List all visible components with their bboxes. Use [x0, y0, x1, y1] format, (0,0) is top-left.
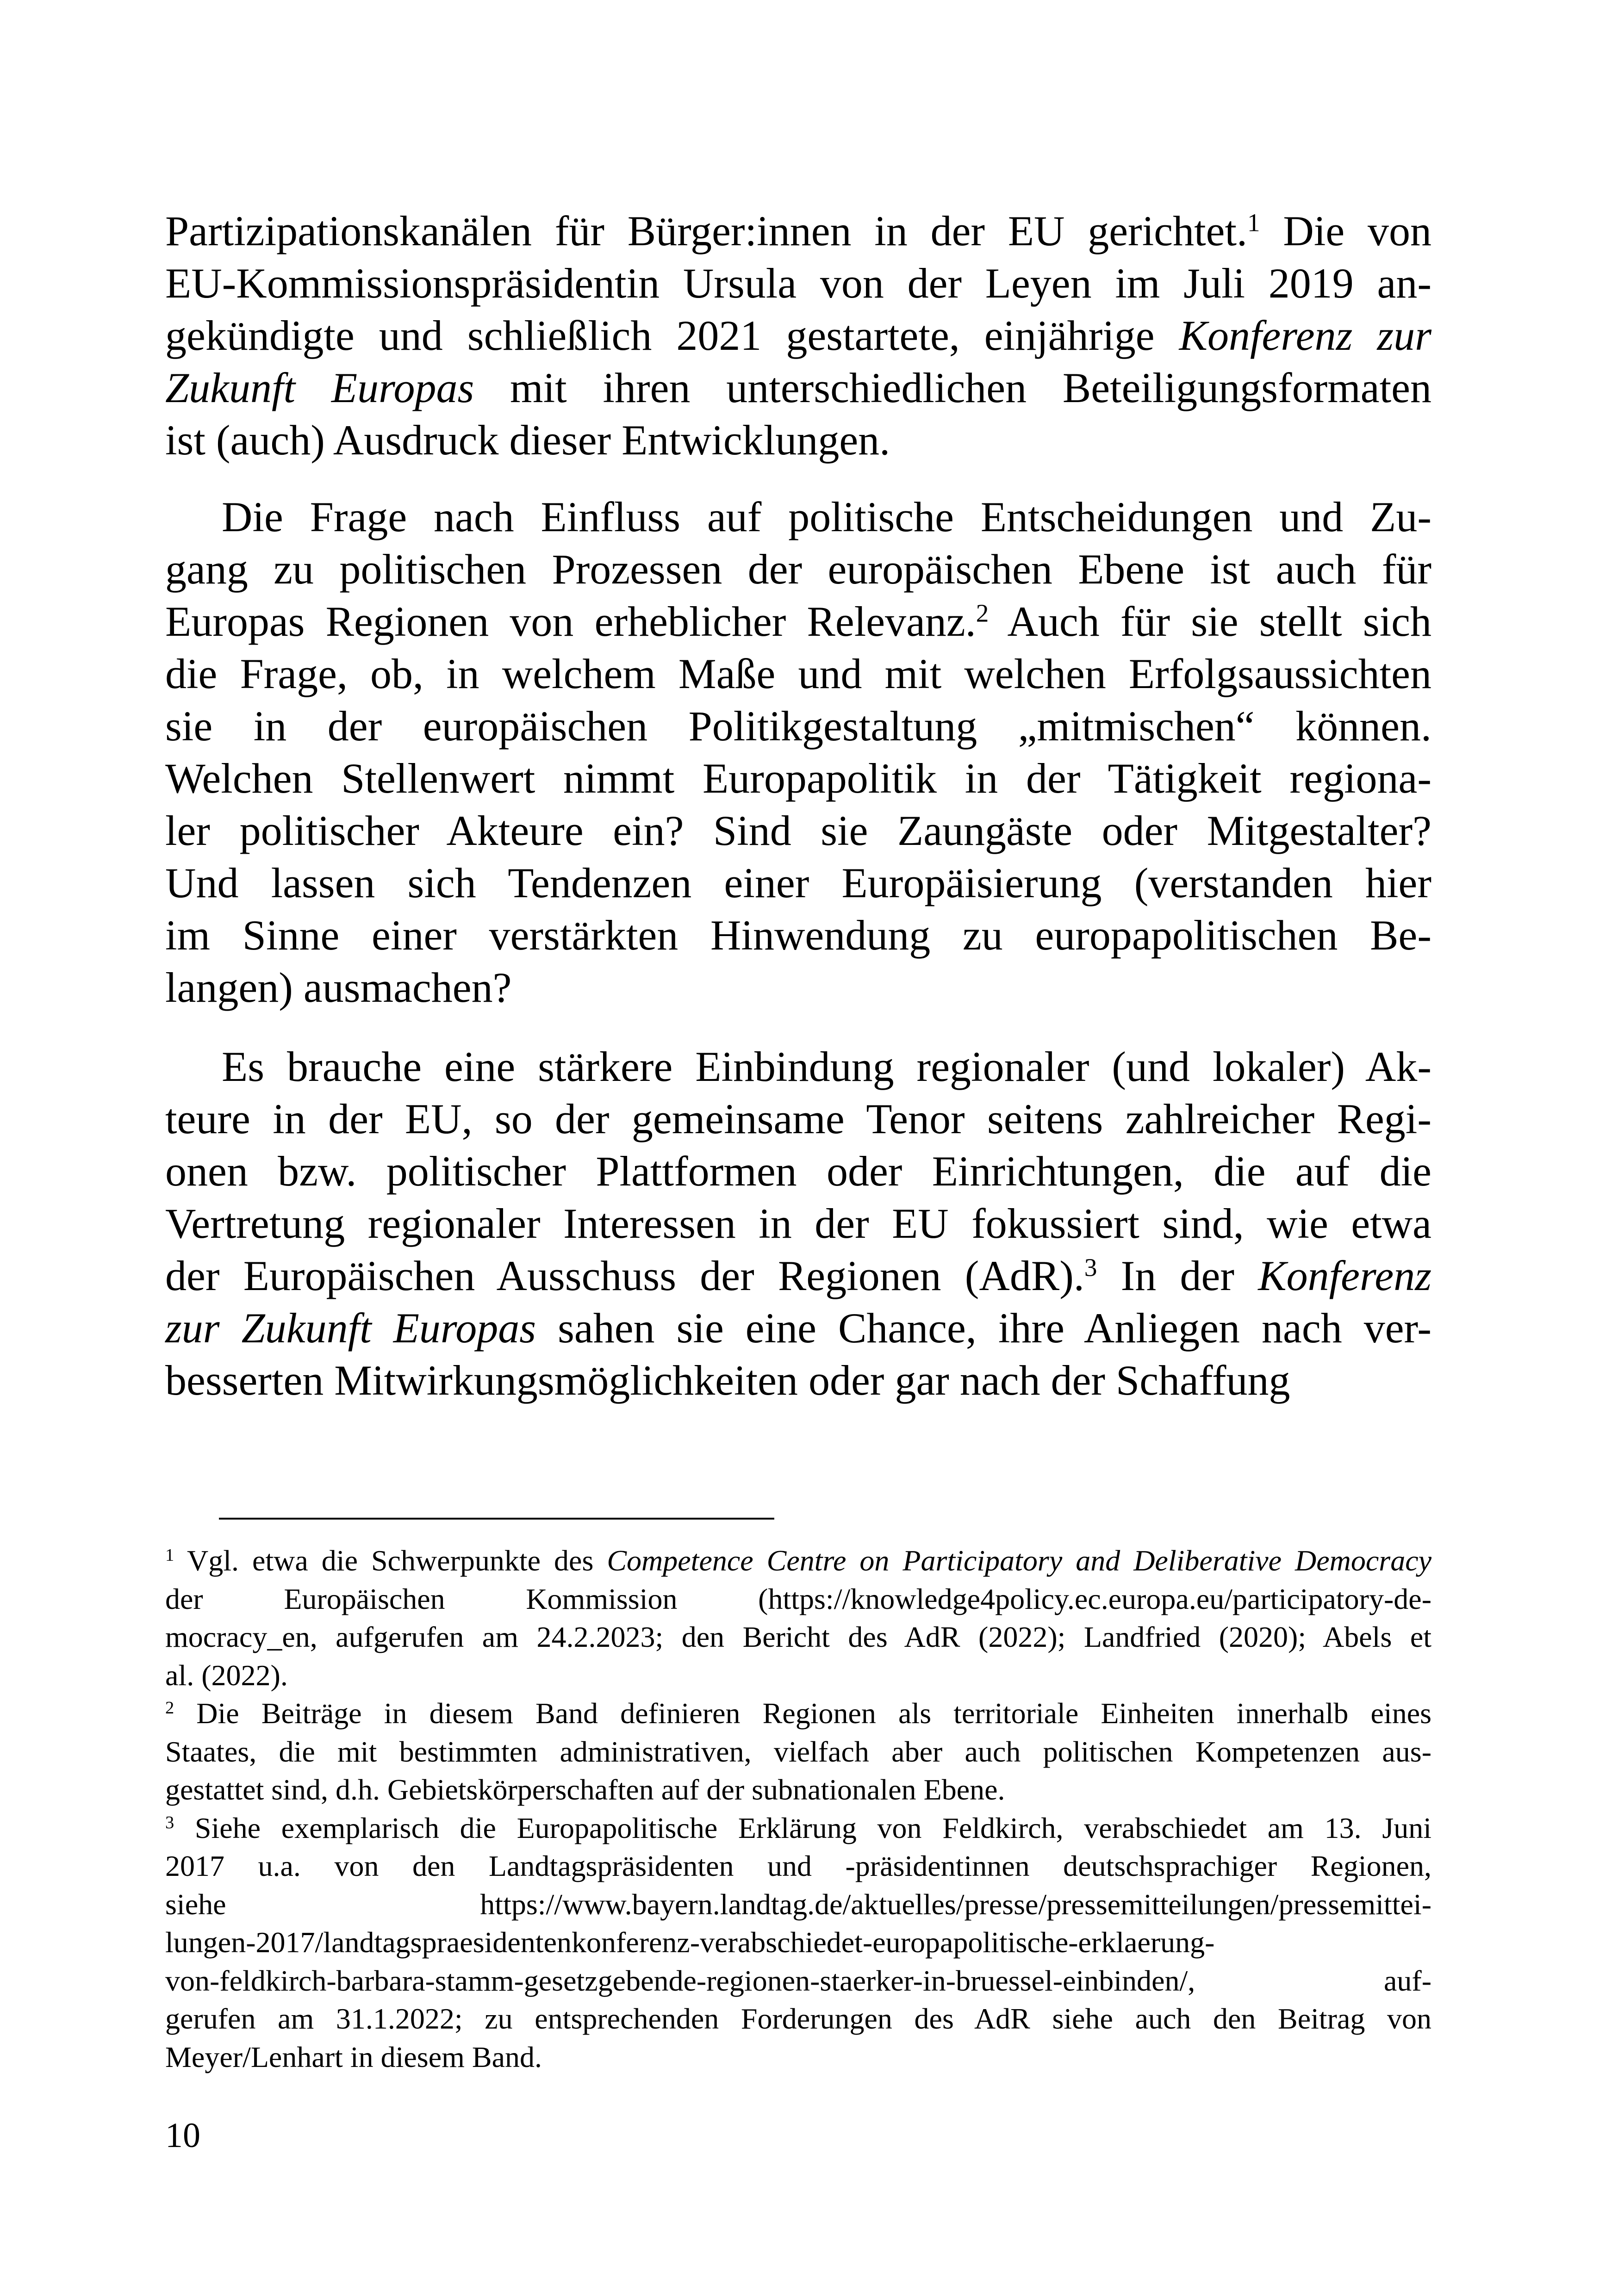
footnote-line [165, 1732, 1431, 1771]
footnote-line [165, 1847, 1431, 1885]
body-line [165, 543, 1431, 596]
footnote-line [165, 1809, 1431, 1847]
text-run: gestattet sind, d.h. Gebietskörperschaften auf der subnationalen Ebene. [165, 1773, 1005, 1806]
text-run: ler politischer Akteure ein? Sind sie Zaungäste oder Mitgestalter? [165, 807, 1431, 854]
footnote-line [165, 2038, 1431, 2076]
italic-title: Competence Centre on Participatory and Deliberative Democracy [607, 1544, 1432, 1577]
footnote-marker: 2 [165, 1698, 174, 1718]
body-line [165, 962, 1431, 1014]
footnote-line [165, 1541, 1431, 1580]
page-number: 10 [165, 2116, 200, 2155]
text-run: teure in der EU, so der gemeinsame Tenor seitens zahlreicher Regi- [165, 1095, 1431, 1142]
text-run: im Sinne einer verstärkten Hinwendung zu europapolitischen Be- [165, 912, 1431, 959]
text-run: mocracy_en, aufgerufen am 24.2.2023; den Bericht des AdR (2022); Landfried (2020); Abels et [165, 1620, 1431, 1653]
footnote-line [165, 1656, 1431, 1694]
body-line [165, 310, 1431, 362]
text-run: langen) ausmachen? [165, 964, 512, 1011]
body-line [165, 257, 1431, 310]
text-run: Welchen Stellenwert nimmt Europapolitik in der Tätigkeit regiona- [165, 755, 1431, 802]
text-run: EU-Kommissionspräsidentin Ursula von der Leyen im Juli 2019 an- [165, 260, 1431, 307]
footnote-marker: 1 [1247, 208, 1260, 237]
footnote-line [165, 1961, 1431, 2000]
text-run: al. (2022). [165, 1658, 288, 1692]
body-line [165, 700, 1431, 752]
text-run: mit ihren unterschiedlichen Beteiligungsformaten [474, 364, 1432, 411]
body-line [165, 596, 1431, 648]
text-run: Die Beiträge in diesem Band definieren Regionen als territoriale Einheiten innerhalb eines [174, 1697, 1431, 1730]
text-run: Europas Regionen von erheblicher Relevanz. [165, 598, 976, 645]
footnote-line [165, 1923, 1431, 1961]
body-line [165, 648, 1431, 700]
text-run: onen bzw. politischer Plattformen oder Einrichtungen, die auf die [165, 1148, 1431, 1195]
text-run: Es brauche eine stärkere Einbindung regionaler (und lokaler) Ak- [222, 1043, 1431, 1090]
body-line [165, 909, 1431, 962]
italic-title: Konferenz zur [1179, 312, 1431, 359]
text-run: besserten Mitwirkungsmöglichkeiten oder gar nach der Schaffung [165, 1357, 1290, 1404]
body-line [165, 752, 1431, 805]
body-line [165, 1250, 1431, 1302]
text-run: siehe https://www.bayern.landtag.de/aktuelles/presse/pressemitteilungen/pressemittei- [165, 1887, 1431, 1921]
text-run: die Frage, ob, in welchem Maße und mit welchen Erfolgsaussichten [165, 650, 1431, 697]
text-run: In der [1097, 1252, 1258, 1299]
text-run: von-feldkirch-barbara-stamm-gesetzgebende-regionen-staerker-in-bruessel-einbinden/, auf- [165, 1964, 1431, 1997]
footnote-marker: 2 [976, 599, 989, 627]
body-line [165, 1093, 1431, 1145]
body-line [222, 491, 1431, 543]
footnote-line [165, 1618, 1431, 1656]
footnote-line [165, 1770, 1431, 1809]
footnote-marker: 3 [1084, 1253, 1097, 1282]
text-run: der Europäischen Kommission (https://knowledge4policy.ec.europa.eu/participatory-de- [165, 1582, 1431, 1615]
text-run: sie in der europäischen Politikgestaltung „mitmischen“ können. [165, 702, 1431, 750]
body-line [165, 1145, 1431, 1198]
footnote-line [165, 1694, 1431, 1732]
body-line [165, 362, 1431, 414]
footnote-line [165, 1885, 1431, 1924]
body-line [165, 805, 1431, 857]
body-line [165, 414, 1431, 466]
body-line [165, 1354, 1431, 1407]
body-line [165, 205, 1431, 257]
footnote-marker: 3 [165, 1812, 174, 1832]
text-run: lungen-2017/landtagspraesidentenkonferenz-verabschiedet-europapolitische-erklaerung- [165, 1926, 1215, 1959]
text-run: Vgl. etwa die Schwerpunkte des [174, 1544, 607, 1577]
body-line [165, 1302, 1431, 1354]
text-run: gekündigte und schließlich 2021 gestartete, einjährige [165, 312, 1179, 359]
text-run: gerufen am 31.1.2022; zu entsprechenden Forderungen des AdR siehe auch den Beitrag von [165, 2002, 1431, 2035]
text-run: Staates, die mit bestimmten administrativen, vielfach aber auch politischen Kompetenzen aus- [165, 1735, 1431, 1768]
body-line [165, 1198, 1431, 1250]
text-run: Vertretung regionaler Interessen in der EU fokussiert sind, wie etwa [165, 1200, 1431, 1247]
text-run: Siehe exemplarisch die Europapolitische Erklärung von Feldkirch, verabschiedet am 13. Juni [174, 1811, 1431, 1844]
text-run: Meyer/Lenhart in diesem Band. [165, 2040, 542, 2073]
text-run: Die von [1260, 207, 1431, 254]
italic-title: Zukunft Europas [165, 364, 474, 411]
footnote-line [165, 1999, 1431, 2038]
italic-title: zur Zukunft Europas [165, 1304, 536, 1352]
footnote-line [165, 1580, 1431, 1618]
footnote-separator-rule [219, 1518, 774, 1520]
text-run: Auch für sie stellt sich [989, 598, 1431, 645]
text-run: ist (auch) Ausdruck dieser Entwicklungen. [165, 416, 890, 464]
text-run: 2017 u.a. von den Landtagspräsidenten und -präsidentinnen deutschsprachiger Regionen, [165, 1849, 1431, 1882]
text-run: sahen sie eine Chance, ihre Anliegen nach ver- [536, 1304, 1431, 1352]
footnote-marker: 1 [165, 1545, 174, 1565]
italic-title: Konferenz [1258, 1252, 1432, 1299]
text-run: gang zu politischen Prozessen der europäischen Ebene ist auch für [165, 546, 1431, 593]
text-run: Und lassen sich Tendenzen einer Europäisierung (verstanden hier [165, 859, 1431, 906]
text-run: Partizipationskanälen für Bürger:innen in der EU gerichtet. [165, 207, 1248, 254]
text-run: Die Frage nach Einfluss auf politische Entscheidungen und Zu- [222, 493, 1431, 540]
body-line [165, 857, 1431, 909]
text-run: der Europäischen Ausschuss der Regionen (AdR). [165, 1252, 1084, 1299]
body-line [222, 1041, 1431, 1093]
